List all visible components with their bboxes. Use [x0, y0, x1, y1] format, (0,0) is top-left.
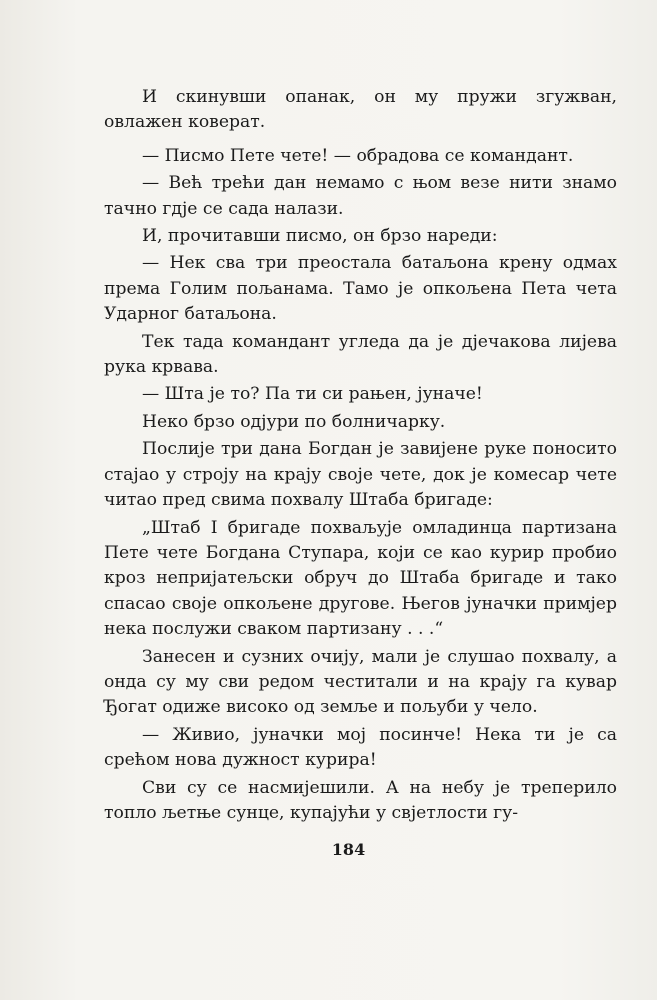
paragraph: — Живио, јуначки мој посинче! Нека ти је са срећом нова дужност курира! [104, 724, 617, 771]
paragraph: И скинувши опанак, он му пружи згужван, овлажен коверат. [104, 87, 617, 133]
paragraph: — Писмо Пете чете! — обрадова се командант. [142, 145, 574, 166]
paragraph: „Штаб I бригаде похваљује омладинца партизана Пете чете Богдана Ступара, који се као курир пробио кроз непријатељски обруч до Штаба бригаде и тако спасао своје опкољене другове. Његов јуначки примјер нека послужи сваком партизану . . .“ [104, 517, 617, 640]
paragraph: — Шта је то? Па ти си рањен, јуначе! [142, 384, 483, 405]
paragraph: Сви су се насмијешили. А на небу је треперило топло љетње сунце, купајући у свјетлости гу- [104, 777, 617, 823]
paragraph: — Нек сва три преостала батаљона крену одмах према Голим пољанама. Тамо је опкољена Пета чета Ударног батаљона. [104, 253, 617, 325]
body-text [104, 85, 617, 828]
page-number: 184 [331, 840, 366, 859]
paragraph: И, прочитавши писмо, он брзо нареди: [142, 226, 498, 247]
paragraph: Тек тада командант угледа да је дјечакова лијева рука крвава. [104, 331, 617, 378]
paragraph: — Већ трећи дан немамо с њом везе нити знамо тачно гдје се сада налази. [104, 173, 617, 219]
paragraph: Занесен и сузних очију, мали је слушао похвалу, а онда су му сви редом честитали и на крају га кувар Ђогат одиже високо од земље и пољуби у чело. [104, 646, 617, 718]
paragraph: Послије три дана Богдан је завијене руке поносито стајао у строју на крају своје чете, док је комесар чете читао пред свима похвалу Штаба бригаде: [104, 439, 617, 511]
paragraph: Неко брзо одјури по болничарку. [142, 411, 446, 432]
